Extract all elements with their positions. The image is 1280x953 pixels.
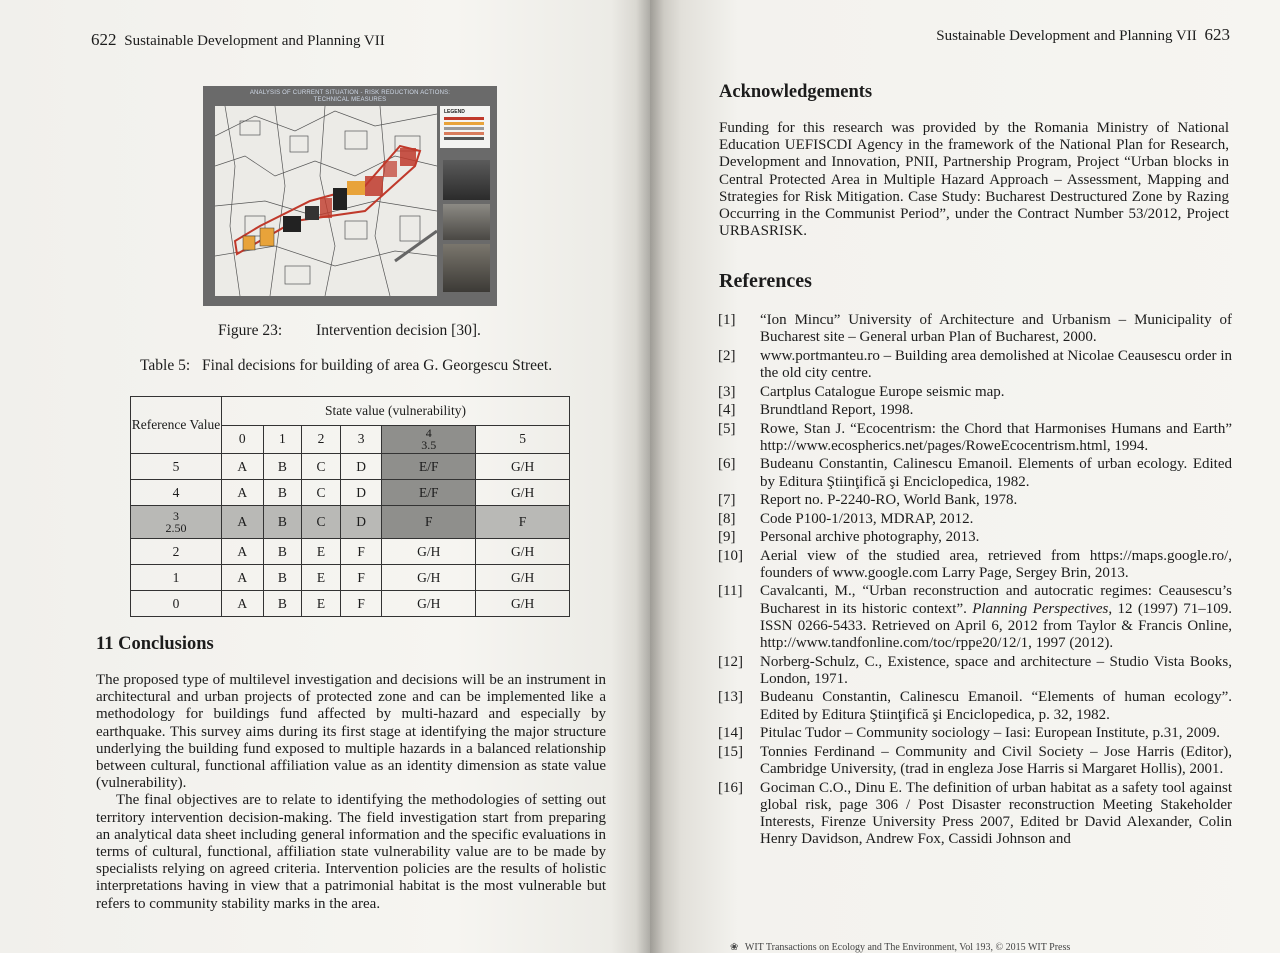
reference-number: [11] [718,583,743,600]
footer-text: WIT Transactions on Ecology and The Environment, Vol 193, © 2015 WIT Press [744,942,1071,953]
table-cell: E/F [382,454,476,480]
conclusions-body [96,672,606,913]
legend-swatch [444,132,484,135]
table-col-header: 4 3.5 [382,425,476,454]
table-cell: G/H [382,565,476,591]
right-running-head [936,25,1230,45]
acknowledgements-heading: Acknowledgements [719,82,873,102]
reference-item [718,384,1232,401]
table-cell: G/H [476,591,570,617]
book-gutter [636,0,664,953]
legend-title: LEGEND [444,109,465,115]
table-ref-cell: 3 2.50 [131,506,222,539]
table-cell: G/H [476,480,570,506]
reference-item [718,583,1232,652]
table-cell: E/F [382,480,476,506]
table-cell: F [382,506,476,539]
table-cell: F [340,565,382,591]
reference-item [718,725,1232,742]
reference-number: [8] [718,510,736,527]
reference-text: Pitulac Tudor – Community sociology – Iasi: European Institute, p.31, 2009. [760,725,1220,742]
table-row [131,480,570,506]
reference-text: Tonnies Ferdinand – Community and Civil Society – Jose Harris (Editor), Cambridge University, (trad in engleza Jose Harris si Margaret Hollis), 2001. [760,743,1232,778]
reference-item [718,421,1232,456]
table-row [131,506,570,539]
table-col-header: 1 [263,425,302,454]
right-running-title: Sustainable Development and Planning VII [936,28,1197,44]
table-cell: B [263,539,302,565]
figure-legend [440,106,490,148]
figure-banner-line1: ANALYSIS OF CURRENT SITUATION - RISK REDUCTION ACTIONS: [249,90,451,96]
table-ref-cell: 2 [131,539,222,565]
reference-item [718,548,1232,583]
reference-text: Report no. P-2240-RO, World Bank, 1978. [760,492,1018,509]
reference-number: [9] [718,529,736,546]
acknowledgements-text: Funding for this research was provided by the Romania Ministry of National Education UEFISCDI Agency in the framework of the National Plan for Research, Development and Innovation, PNII, Partnership Program, Project “Urban blocks in Central Protected Area in Multiple Hazard Approach – Assessment, Mapping and Strategies for Risk Mitigation. Case Study: Bucharest Destructured Zone by Razing Occurring in the Communist Period”, under the Contract Number 53/2012, Project URBASRISK. [719,120,1229,240]
reference-number: [6] [718,456,736,473]
reference-number: [14] [718,725,743,742]
building-photo [443,244,490,292]
reference-journal: Planning Perspectives [972,600,1109,617]
reference-text: Norberg-Schulz, C., Existence, space and architecture – Studio Vista Books, London, 1971. [760,653,1232,687]
legend-swatch [444,117,484,120]
table-col-header: 0 [222,425,264,454]
site-plan-map [215,106,437,296]
table-ref-cell: 1 [131,565,222,591]
reference-text: www.portmanteu.ro – Building area demolished at Nicolae Ceausescu order in the old city centre. [760,347,1232,382]
table-cell: A [222,480,264,506]
table-cell: A [222,539,264,565]
figure-caption-text: Intervention decision [30]. [316,322,481,339]
table-cell: C [302,454,341,480]
table-cell: G/H [382,539,476,565]
building-photo [443,204,490,240]
reference-number: [15] [718,743,743,760]
reference-number: [2] [718,347,736,364]
table-cell: B [263,454,302,480]
site-plan-drawing [215,106,437,296]
wit-logo-icon: ❀ [730,942,739,953]
table-cell: A [222,454,264,480]
figure-intervention-map [203,86,497,306]
reference-text: Rowe, Stan J. “Ecocentrism: the Chord that Harmonises Humans and Earth” http://www.ecospherics.net/pages/RoweEcocentrism.html, 1994. [760,420,1232,454]
reference-number: [10] [718,547,743,564]
figure-banner-line2: TECHNICAL MEASURES [313,97,387,103]
references-list [718,312,1232,850]
reference-number: [3] [718,383,736,400]
table-cell: F [476,506,570,539]
table-cell: A [222,565,264,591]
table-caption [140,357,552,375]
reference-text: Budeanu Constantin, Calinescu Emanoil. Elements of urban ecology. Edited by Editura Ştiinţifică şi Enciclopedica, 1982. [760,456,1232,490]
table-cell: C [302,506,341,539]
references-heading: References [719,270,812,292]
table-cell: D [340,480,382,506]
page-footer [730,942,1070,953]
table-caption-label: Table 5: [140,357,191,374]
table-ref-cell: 5 [131,454,222,480]
table-cell: A [222,506,264,539]
reference-text: Code P100-1/2013, MDRAP, 2012. [760,510,974,527]
figure-banner [216,90,484,104]
conclusions-paragraph: The proposed type of multilevel investigation and decisions will be an instrument in architectural and urban projects of protected zone and can be implemented like a methodology for buildings fund affected by multi-hazard and especially by earthquake. This survey aims during its first stage at identifying the major structure underlying the building fund exposed to multiple hazards in a balanced relationship between cultural, functional affiliation value as an identity dimension as state value (vulnerability). [96,672,606,792]
conclusions-heading: 11 Conclusions [96,634,214,654]
table-cell: B [263,565,302,591]
reference-item [718,744,1232,779]
table-cell: B [263,591,302,617]
reference-text: Cavalcanti, M., “Urban reconstruction and autocratic regimes: Ceausescu’s Bucharest in its historic context”. [760,583,1232,617]
table-cell: G/H [476,454,570,480]
table-cell: D [340,454,382,480]
table-cell: B [263,480,302,506]
reference-item [718,689,1232,724]
table-cell: B [263,506,302,539]
decision-table [130,396,570,617]
table-ref-cell: 4 [131,480,222,506]
reference-number: [7] [718,492,736,509]
table-cell: G/H [382,591,476,617]
left-running-head [91,30,385,50]
figure-caption-label: Figure 23: [218,322,283,339]
left-running-title: Sustainable Development and Planning VII [124,33,385,49]
table-ref-cell: 0 [131,591,222,617]
reference-number: [1] [718,312,736,328]
table-row [131,565,570,591]
reference-text: Personal archive photography, 2013. [760,529,980,546]
conclusions-paragraph: The final objectives are to relate to identifying the methodologies of setting out territory intervention decision-making. The field investigation start from preparing an analytical data sheet including general information and the specific evaluations in terms of cultural, functional, affiliation state vulnerability value are to be made by specialists relying on agreed criteria. Intervention policies are the results of holistic interpretations having in view that a patrimonial habitat is the most vulnerable but refers to community stability marks in the area. [96,792,606,912]
reference-item [718,456,1232,491]
table-cell: F [340,539,382,565]
reference-text: Budeanu Constantin, Calinescu Emanoil. “Elements of human ecology”. Edited by Editura Ştiinţifică şi Enciclopedica, p. 32, 1982. [760,689,1232,723]
table-row [131,454,570,480]
legend-swatch [444,122,484,125]
table-cell: F [340,591,382,617]
table-col-header: 2 [302,425,341,454]
figure-caption [218,322,481,340]
table-col-header: 3 [340,425,382,454]
table-cell: G/H [476,539,570,565]
reference-item [718,780,1232,849]
table-cell: E [302,539,341,565]
table-corner-header: Reference Value [131,397,222,454]
table-cell: G/H [476,565,570,591]
reference-number: [13] [718,689,743,706]
reference-text: Aerial view of the studied area, retrieved from https://maps.google.ro/, founders of www.google.com Larry Page, Sergey Brin, 2013. [760,547,1232,581]
reference-item [718,529,1232,546]
left-page-number: 622 [91,30,117,49]
reference-text: “Ion Mincu” University of Architecture and Urbanism – Municipality of Bucharest site – General urban Plan of Bucharest, 2000. [760,312,1232,346]
table-row [131,539,570,565]
reference-number: [12] [718,653,743,670]
table-cell: A [222,591,264,617]
reference-item [718,492,1232,509]
reference-number: [5] [718,420,736,437]
table-cell: E [302,591,341,617]
reference-text: Cartplus Catalogue Europe seismic map. [760,383,1005,400]
reference-number: [4] [718,402,736,419]
table-cell: E [302,565,341,591]
reference-item [718,312,1232,347]
reference-item [718,348,1232,383]
reference-text: Gociman C.O., Dinu E. The definition of urban habitat as a safety tool against global risk, page 306 / Post Disaster reconstruction Meeting Stakeholder Interests, Firenze University Press 2007, Edited br David Alexander, Colin Henry Davidson, Andrew Fox, Cassidi Johnson and [760,779,1232,848]
reference-number: [16] [718,779,743,796]
table-cell: D [340,506,382,539]
reference-text: Brundtland Report, 1998. [760,402,914,419]
table-group-header: State value (vulnerability) [222,397,570,426]
right-page-number: 623 [1204,25,1230,44]
table-row [131,591,570,617]
table-cell: C [302,480,341,506]
acknowledgements-body [719,120,1229,240]
legend-swatch [444,127,484,130]
reference-item [718,511,1232,528]
reference-item [718,402,1232,419]
reference-item [718,654,1232,689]
legend-swatch [444,137,484,140]
table-caption-text: Final decisions for building of area G. Georgescu Street. [202,357,553,374]
table-col-header: 5 [476,425,570,454]
reference-text: , 12 (1997) 71–109. ISSN 0266-5433. Retrieved on April 6, 2012 from Taylor & Francis Online, http://www.tandfonline.com/toc/rppe20/12/1, 1997 (2012). [760,600,1232,652]
building-photo [443,160,490,200]
